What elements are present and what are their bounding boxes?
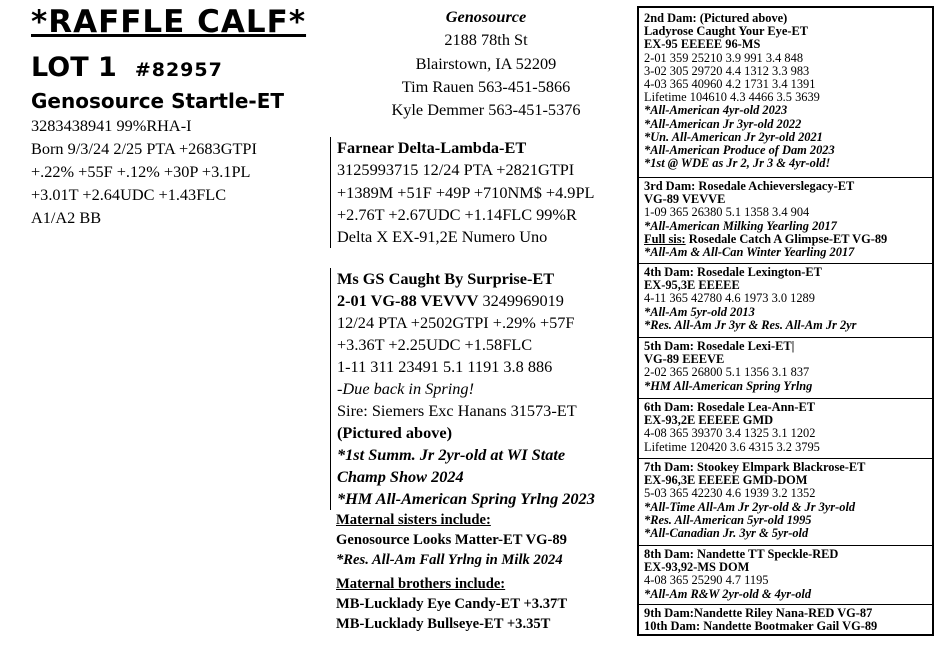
- fifth-dam-block: [644, 340, 812, 393]
- info-line: A1/A2 BB: [31, 208, 102, 227]
- sire-block: [330, 137, 594, 248]
- dam-name: Ms GS Caught By Surprise-ET: [337, 269, 555, 288]
- dam-heading: 5th Dam: Rosedale Lexi-ET|: [644, 339, 795, 353]
- divider: [639, 337, 932, 338]
- brothers-heading: Maternal brothers include:: [336, 576, 506, 592]
- production-record: 4-03 365 40960 4.2 1731 3.4 1391: [644, 77, 816, 92]
- dam-classification: VG-89 EEEVE: [644, 352, 725, 367]
- dam-classification: EX-96,3E EEEEE GMD-DOM: [644, 473, 808, 488]
- honor-line: *All-American 4yr-old 2023: [644, 103, 788, 118]
- dam-pictured-note: (Pictured above): [337, 423, 453, 442]
- seventh-dam-block: [644, 461, 865, 540]
- production-record: Lifetime 120420 3.6 4315 3.2 3795: [644, 439, 820, 454]
- info-line: Born 9/3/24 2/25 PTA +2683GTPI: [31, 139, 257, 158]
- farm-address-line: 2188 78th St: [444, 30, 528, 50]
- honor-line: *All-American Milking Yearling 2017: [644, 218, 837, 233]
- brother-item: MB-Lucklady Eye Candy-ET +3.37T: [336, 596, 568, 612]
- honor-line: *Un. All-American Jr 2yr-old 2021: [644, 129, 823, 144]
- production-record: 2-01 359 25210 3.9 991 3.4 848: [644, 50, 804, 65]
- honor-line: *Res. All-American 5yr-old 1995: [644, 512, 812, 527]
- dam-classification: VG-89 VEVVE: [644, 192, 726, 207]
- production-record: 4-08 365 39370 3.4 1325 3.1 1202: [644, 426, 816, 441]
- info-line: +3.01T +2.64UDC +1.43FLC: [31, 185, 227, 204]
- lot-number: #82957: [134, 59, 223, 81]
- second-dam-block: [644, 12, 835, 170]
- dam-classification: EX-95,3E EEEEE: [644, 278, 740, 293]
- dam-classification-line: [337, 290, 595, 312]
- farm-name: Genosource: [445, 7, 527, 26]
- raffle-title: *RAFFLE CALF*: [31, 4, 307, 40]
- divider: [639, 177, 932, 178]
- divider: [639, 398, 932, 399]
- sire-name: Farnear Delta-Lambda-ET: [337, 138, 527, 157]
- divider: [639, 545, 932, 546]
- dam-classification: EX-93,2E EEEEE GMD: [644, 413, 774, 428]
- dam-classification: EX-95 EEEEE 96-MS: [644, 37, 761, 52]
- production-record: 1-09 365 26380 5.1 1358 3.4 904: [644, 205, 810, 220]
- sixth-dam-block: [644, 401, 820, 454]
- dam-registration: 3249969019: [478, 291, 564, 310]
- tenth-dam: 10th Dam: Nandette Bootmaker Gail VG-89: [644, 619, 878, 634]
- dam-due-note: -Due back in Spring!: [337, 379, 474, 398]
- divider: [639, 604, 932, 605]
- production-record: 4-11 365 42780 4.6 1973 3.0 1289: [644, 291, 815, 306]
- divider: [639, 458, 932, 459]
- dam-heading: 6th Dam: Rosedale Lea-Ann-ET: [644, 400, 816, 414]
- dam-line: 12/24 PTA +2502GTPI +.29% +57F: [337, 313, 575, 332]
- honor-line: *1st @ WDE as Jr 2, Jr 3 & 4yr-old!: [644, 156, 831, 171]
- animal-info: [31, 114, 257, 229]
- honor-line: *All-Time All-Am Jr 2yr-old & Jr 3yr-old: [644, 499, 856, 514]
- honor-line: *All-Am 5yr-old 2013: [644, 304, 755, 319]
- farm-contact: Kyle Demmer 563-451-5376: [391, 100, 581, 120]
- maternal-brothers: [336, 574, 567, 634]
- sire-line: +2.76T +2.67UDC +1.14FLC 99%R: [337, 204, 577, 224]
- production-record: 4-08 365 25290 4.7 1195: [644, 573, 769, 588]
- production-record: 3-02 305 29720 4.4 1312 3.3 983: [644, 63, 810, 78]
- consignor-block: [336, 5, 636, 121]
- info-line: +.22% +55F +.12% +30P +3.1PL: [31, 162, 251, 181]
- dam-honor: *HM All-American Spring Yrlng 2023: [337, 489, 595, 508]
- honor-line: *All-Canadian Jr. 3yr & 5yr-old: [644, 526, 809, 541]
- eighth-dam-block: [644, 548, 838, 601]
- dam-line: 1-11 311 23491 5.1 1191 3.8 886: [337, 357, 553, 376]
- animal-name: Genosource Startle-ET: [31, 89, 284, 113]
- dam-classification: 2-01 VG-88 VEVVV: [337, 291, 479, 310]
- dam-heading: Ladyrose Caught Your Eye-ET: [644, 24, 808, 39]
- dam-heading: 7th Dam: Stookey Elmpark Blackrose-ET: [644, 460, 866, 474]
- dam-classification: EX-93,92-MS DOM: [644, 560, 750, 575]
- dam-honor: *1st Summ. Jr 2yr-old at WI State: [337, 445, 566, 464]
- dam-heading: 4th Dam: Rosedale Lexington-ET: [644, 265, 822, 279]
- dam-sire: Sire: Siemers Exc Hanans 31573-ET: [337, 401, 577, 420]
- dam-honor: Champ Show 2024: [337, 467, 464, 486]
- info-line: 3283438941 99%RHA-I: [31, 116, 192, 135]
- honor-line: *HM All-American Spring Yrlng: [644, 378, 813, 393]
- full-sister-name: Rosedale Catch A Glimpse-ET VG-89: [685, 231, 888, 246]
- production-record: Lifetime 104610 4.3 4466 3.5 3639: [644, 90, 820, 105]
- divider: [639, 263, 932, 264]
- fourth-dam-block: [644, 266, 857, 332]
- third-dam-block: [644, 180, 887, 259]
- dam-line: +3.36T +2.25UDC +1.58FLC: [337, 335, 533, 354]
- full-sister-label: Full sis:: [644, 231, 686, 246]
- honor-line: *All-American Produce of Dam 2023: [644, 143, 835, 158]
- dam-heading: 3rd Dam: Rosedale Achieverslegacy-ET: [644, 179, 855, 193]
- ninth-dam: 9th Dam:Nandette Riley Nana-RED VG-87: [644, 606, 873, 620]
- lot-label: LOT 1: [31, 52, 117, 83]
- lot-heading: [31, 52, 223, 83]
- farm-contact: Tim Rauen 563-451-5866: [401, 76, 571, 96]
- honor-line: *Res. All-Am Jr 3yr & Res. All-Am Jr 2yr: [644, 317, 857, 332]
- sisters-heading: Maternal sisters include:: [336, 512, 491, 528]
- pedigree-box: [637, 6, 934, 636]
- ninth-tenth-dam-block: [644, 607, 877, 633]
- dam-block: [330, 268, 595, 510]
- sire-line: +1389M +51F +49P +710NM$ +4.9PL: [337, 182, 595, 202]
- honor-line: *All-Am R&W 2yr-old & 4yr-old: [644, 586, 812, 601]
- honor-line: *All-American Jr 3yr-old 2022: [644, 116, 802, 131]
- sire-line: Delta X EX-91,2E Numero Uno: [337, 227, 548, 247]
- dam-heading: 8th Dam: Nandette TT Speckle-RED: [644, 547, 839, 561]
- sister-name: Genosource Looks Matter-ET VG-89: [336, 532, 567, 548]
- dam-heading: 2nd Dam: (Pictured above): [644, 11, 788, 25]
- maternal-sisters: [336, 510, 567, 570]
- farm-address-line: Blairstown, IA 52209: [415, 53, 557, 73]
- sister-honor: *Res. All-Am Fall Yrlng in Milk 2024: [336, 552, 563, 568]
- production-record: 5-03 365 42230 4.6 1939 3.2 1352: [644, 486, 816, 501]
- brother-item: MB-Lucklady Bullseye-ET +3.35T: [336, 616, 551, 632]
- honor-line: *All-Am & All-Can Winter Yearling 2017: [644, 245, 855, 260]
- sire-line: 3125993715 12/24 PTA +2821GTPI: [337, 160, 575, 180]
- production-record: 2-02 365 26800 5.1 1356 3.1 837: [644, 365, 810, 380]
